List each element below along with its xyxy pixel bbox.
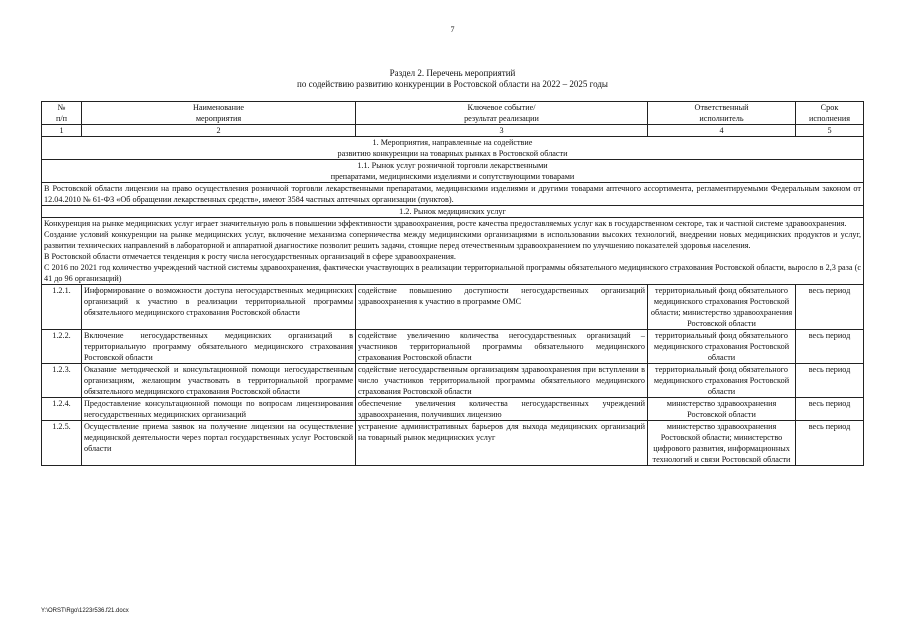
row-responsible: территориальный фонд обязательного медицинского страхования Ростовской области [648, 364, 796, 398]
row-term: весь период [796, 421, 864, 466]
header-num: № п/п [42, 102, 82, 125]
table-row [42, 364, 864, 398]
row-term: весь период [796, 330, 864, 364]
row-name: Предоставление консультационной помощи по вопросам лицензирования негосударственных медицинских организаций [82, 398, 356, 421]
col-number-5: 5 [796, 125, 864, 137]
header-name: Наименование мероприятия [82, 102, 356, 125]
column-numbers-row [42, 125, 864, 137]
row-event: содействие увеличению количества негосударственных организаций – участников территориальной программы обязательного медицинского страхования Ростовской области [356, 330, 648, 364]
row-event: содействие повышению доступности негосударственных организаций здравоохранения к участию в программе ОМС [356, 285, 648, 330]
subsection-1-1-text-row [42, 183, 864, 206]
title-line-1: Раздел 2. Перечень мероприятий [389, 68, 516, 78]
row-event: устранение административных барьеров для выхода медицинских организаций на товарный рынок медицинских услуг [356, 421, 648, 466]
row-responsible: территориальный фонд обязательного медицинского страхования Ростовской области [648, 330, 796, 364]
subsection-1-2-text [42, 218, 864, 285]
row-responsible: министерство здравоохранения Ростовской области [648, 398, 796, 421]
row-event: содействие негосударственным организациям здравоохранения при вступлении в число участников территориальной программы обязательного медицинского страхования Ростовской области [356, 364, 648, 398]
paragraph: Конкуренция на рынке медицинских услуг играет значительную роль в повышении эффективности здравоохранения, росте качества предоставляемых услуг как в государственном секторе, так и частной системе здравоохранения. [44, 219, 847, 228]
row-number: 1.2.4. [42, 398, 82, 421]
row-number: 1.2.2. [42, 330, 82, 364]
row-event: обеспечение увеличения количества негосударственных учреждений здравоохранения, получивших лицензию [356, 398, 648, 421]
page-number: 7 [450, 25, 455, 34]
subsection-1-2-heading: 1.2. Рынок медицинских услуг [42, 206, 864, 218]
row-responsible: министерство здравоохранения Ростовской области; министерство цифрового развития, информационных технологий и связи Ростовской области [648, 421, 796, 466]
header-row [42, 102, 864, 125]
row-number: 1.2.3. [42, 364, 82, 398]
subsection-1-1-text: В Ростовской области лицензии на право осуществления розничной торговли лекарственными препаратами, медицинскими изделиями и другими товарами аптечного ассортимента, регламентируемыми Федеральным законом от 12.04.2010 № 61-ФЗ «Об обращении лекарственных средств», имеют 3584 частных аптечных организации (пунктов). [42, 183, 864, 206]
section-1-row [42, 137, 864, 160]
row-name: Оказание методической и консультационной помощи негосударственным организациям, желающим участвовать в территориальной программе обязательного медицинского страхования Ростовской области [82, 364, 356, 398]
title-line-2: по содействию развитию конкуренции в Ростовской области на 2022 – 2025 годы [297, 79, 608, 89]
paragraph: Создание условий конкуренции на рынке медицинских услуг, включение механизма соперничества между медицинскими организациями в использовании высоких технологий, внедрении новых медицинских продуктов и услуг, развитии технических направлений в лабораторной и аппаратной диагностике позволит решить задачи, стоящие перед отечественным здравоохранением по улучшению показателей здоровья населения. [44, 230, 861, 250]
paragraph: С 2016 по 2021 год количество учреждений частной системы здравоохранения, фактически участвующих в реализации территориальной программы обязательного медицинского страхования Ростовской области, выросло в 2,3 раза (с 41 до 96 организаций) [44, 263, 861, 283]
subsection-1-2-row [42, 206, 864, 218]
document-title [0, 68, 905, 90]
col-number-2: 2 [82, 125, 356, 137]
row-responsible: территориальный фонд обязательного медицинского страхования Ростовской области; министерство здравоохранения Ростовской области [648, 285, 796, 330]
col-number-4: 4 [648, 125, 796, 137]
table-row [42, 285, 864, 330]
header-term: Срок исполнения [796, 102, 864, 125]
row-number: 1.2.1. [42, 285, 82, 330]
subsection-1-2-text-row [42, 218, 864, 285]
table-row [42, 398, 864, 421]
row-name: Осуществление приема заявок на получение лицензии на осуществление медицинской деятельности через портал государственных услуг Ростовской области [82, 421, 356, 466]
row-term: весь период [796, 364, 864, 398]
row-name: Информирование о возможности доступа негосударственных медицинских организаций к участию в реализации территориальной программы обязательного медицинского страхования Ростовской области [82, 285, 356, 330]
header-event: Ключевое событие/ результат реализации [356, 102, 648, 125]
header-responsible: Ответственный исполнитель [648, 102, 796, 125]
row-term: весь период [796, 285, 864, 330]
table-row [42, 421, 864, 466]
paragraph: В Ростовской области отмечается тенденция к росту числа негосударственных организаций в сфере здравоохранения. [44, 252, 456, 261]
table-row [42, 330, 864, 364]
section-1-heading: 1. Мероприятия, направленные на содействие развитию конкуренции на товарных рынках в Ростовской области [42, 137, 864, 160]
subsection-1-1-heading: 1.1. Рынок услуг розничной торговли лекарственными препаратами, медицинскими изделиями и сопутствующими товарами [42, 160, 864, 183]
col-number-1: 1 [42, 125, 82, 137]
file-path-footer: Y:\ORST\Rgo\1223r536.f21.docx [41, 608, 129, 614]
measures-table [41, 101, 864, 466]
row-name: Включение негосударственных медицинских организаций в территориальную программу обязательного медицинского страхования Ростовской области [82, 330, 356, 364]
col-number-3: 3 [356, 125, 648, 137]
subsection-1-1-row [42, 160, 864, 183]
row-term: весь период [796, 398, 864, 421]
row-number: 1.2.5. [42, 421, 82, 466]
